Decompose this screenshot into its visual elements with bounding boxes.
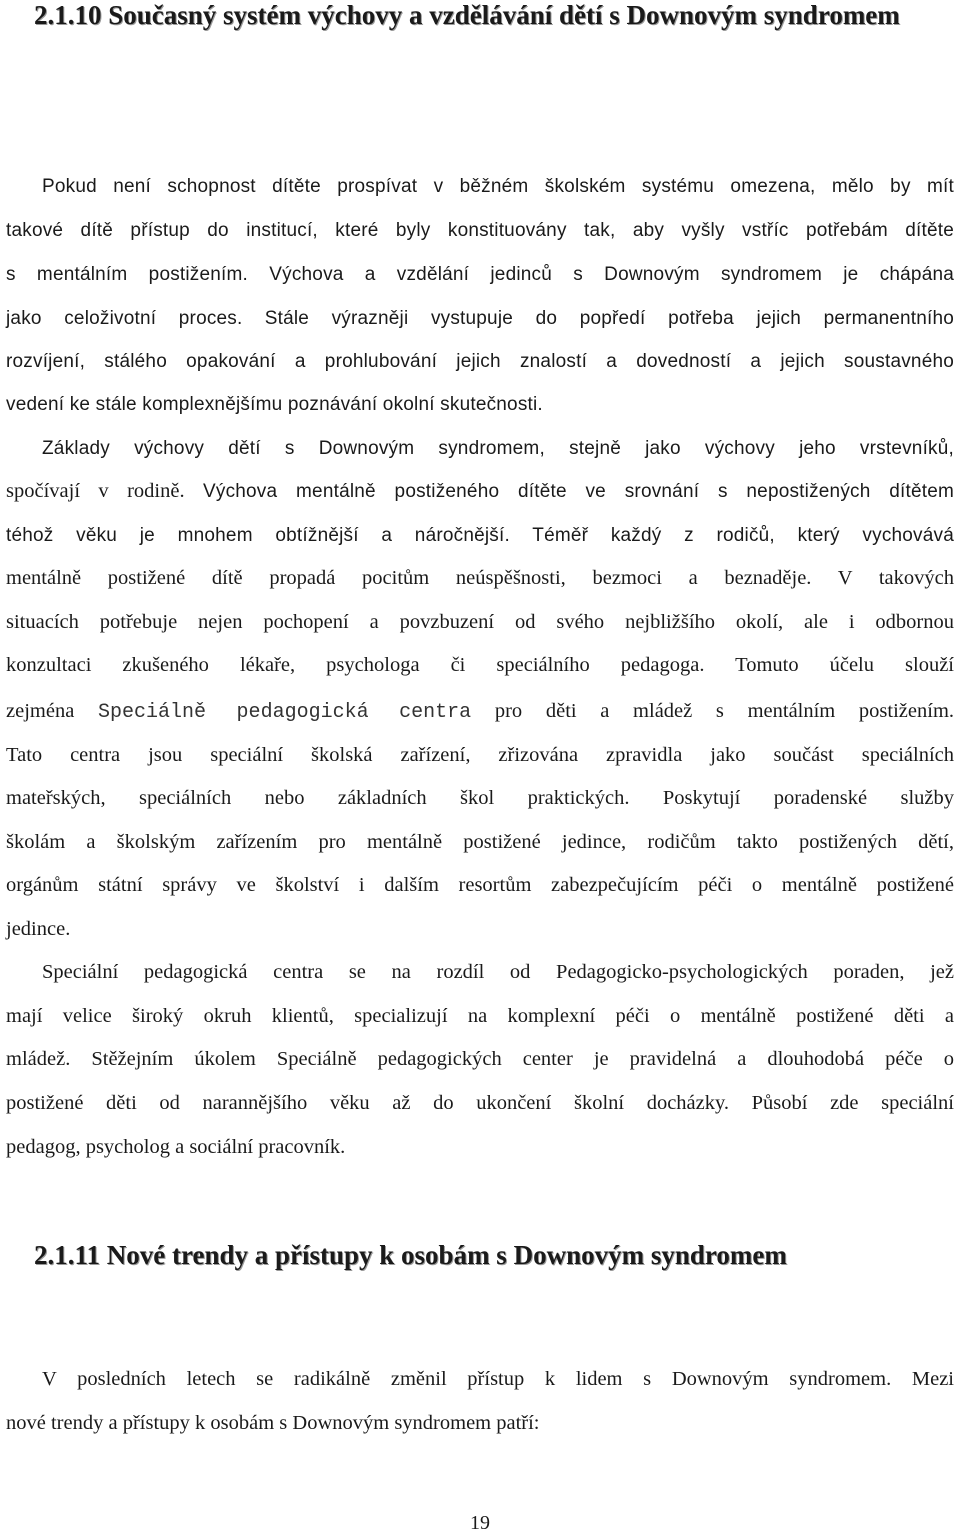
- text-line: mateřských, speciálních nebo základních škol praktických. Poskytují poradenské služby: [6, 787, 954, 809]
- text-line: takové dítě přístup do institucí, které byly konstituovány tak, aby vyšly vstříc potřebám dítěte: [6, 220, 954, 241]
- text-line: Tato centra jsou speciální školská zařízení, zřizována zpravidla jako součást speciálních: [6, 744, 954, 766]
- text-span: Stále výrazněji vystupuje do popředí potřeba jejich permanentního: [264, 308, 955, 329]
- page-number: 19: [470, 1512, 490, 1534]
- text-line: Základy výchovy dětí s Downovým syndromem, stejně jako výchovy jeho vrstevníků,: [42, 438, 954, 459]
- text-span: spočívají v rodině.: [6, 480, 185, 502]
- text-line: V posledních letech se radikálně změnil přístup k lidem s Downovým syndromem. Mezi: [42, 1368, 954, 1390]
- text-line: konzultaci zkušeného lékaře, psychologa či speciálního pedagoga. Tomuto účelu slouží: [6, 654, 954, 676]
- text-line: mládež. Stěžejním úkolem Speciálně pedagogických center je pravidelná a dlouhodobá péče o: [6, 1048, 954, 1070]
- text-line: Pokud není schopnost dítěte prospívat v běžném školském systému omezena, mělo by mít: [42, 176, 954, 197]
- text-line: situacích potřebuje nejen pochopení a povzbuzení od svého nejbližšího okolí, ale i odbornou: [6, 611, 954, 633]
- text-line: orgánům státní správy ve školství i dalším resortům zabezpečujícím péči o mentálně postižené: [6, 874, 954, 896]
- text-line: pedagog, psycholog a sociální pracovník.: [6, 1136, 346, 1158]
- section-heading-2-1-11: 2.1.11 Nové trendy a přístupy k osobám s Downovým syndromem: [34, 1240, 787, 1270]
- text-line: jedince.: [6, 918, 71, 940]
- text-span: jako celoživotní proces.: [6, 308, 243, 329]
- text-line: [6, 297, 954, 340]
- emphasized-term: Speciálně pedagogická centra: [97, 701, 472, 724]
- section-heading-2-1-10: 2.1.10 Současný systém výchovy a vzdělávání dětí s Downovým syndromem: [34, 0, 900, 30]
- text-line: mají velice široký okruh klientů, specializují na komplexní péči o mentálně postižené děti a: [6, 1005, 954, 1027]
- text-line: Speciální pedagogická centra se na rozdíl od Pedagogicko-psychologických poraden, jež: [42, 961, 954, 983]
- text-span: téhož věku je mnohem obtížnější a náročnější.: [6, 525, 510, 546]
- text-line: nové trendy a přístupy k osobám s Downovým syndromem patří:: [6, 1412, 540, 1434]
- text-line: školám a školským zařízením pro mentálně postižené jedince, rodičům takto postižených dětí,: [6, 831, 954, 853]
- text-line: rozvíjení, stálého opakování a prohlubování jejich znalostí a dovedností a jejich soustavného: [6, 351, 954, 372]
- text-span: Výchova mentálně postiženého dítěte ve srovnání s nepostižených dítětem: [203, 481, 955, 502]
- text-span: Téměř každý z rodičů, který vychovává: [532, 525, 954, 546]
- text-line: [6, 470, 954, 513]
- text-line: postižené děti od narannějšího věku až do ukončení školní docházky. Působí zde speciální: [6, 1092, 954, 1114]
- text-line: vedení ke stále komplexnějšímu poznávání okolní skutečnosti.: [6, 394, 543, 415]
- text-span: zejména: [6, 700, 75, 722]
- text-line: [6, 690, 954, 733]
- text-line: mentálně postižené dítě propadá pocitům neúspěšnosti, bezmoci a beznaděje. V takových: [6, 567, 954, 589]
- text-line: [6, 514, 954, 557]
- text-line: s mentálním postižením. Výchova a vzdělání jedinců s Downovým syndromem je chápána: [6, 264, 954, 285]
- text-span: pro děti a mládež s mentálním postižením.: [494, 700, 955, 722]
